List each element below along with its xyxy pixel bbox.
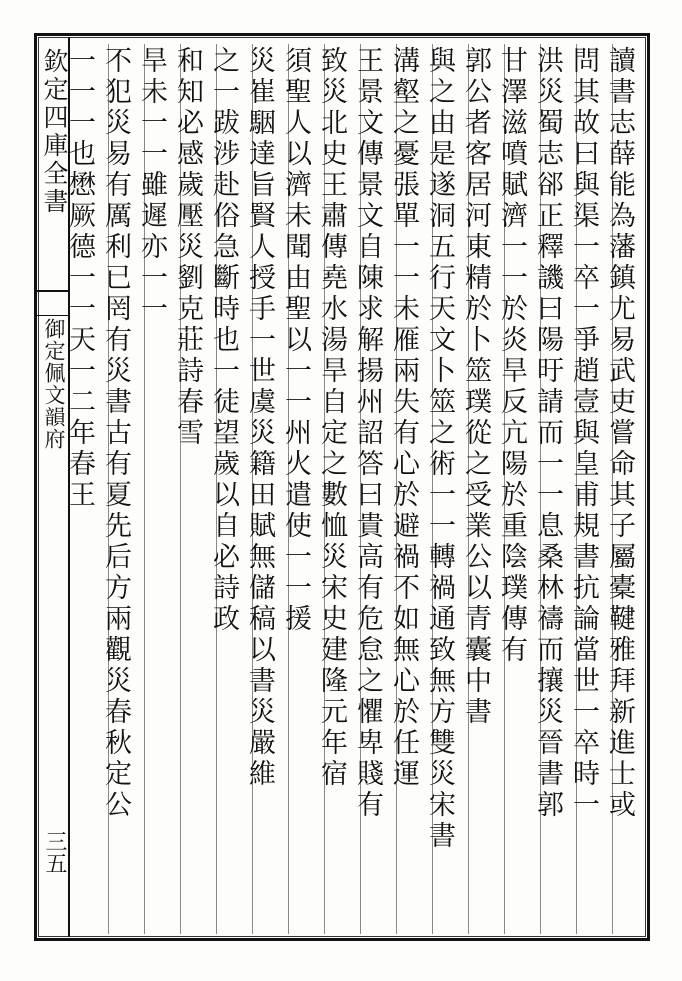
text-column-15: 不犯災易有厲利已罔有災書古有夏先后方兩觀災春秋定公 [108,44,144,934]
text-column-16: 一一一也懋厥德一一天一二年春王 [64,46,95,511]
text-column-7: 溝壑之憂張單一一未雁兩失有心於避禍不如無心於任運 [396,44,432,934]
text-column-8: 王景文傳景文自陳求解揚州詔答曰貴高有危怠之懼卑賤有 [360,44,396,934]
margin-volume-title: 御定佩文韻府 [42,318,66,450]
text-column-6: 與之由是遂洞五行天文卜筮之術一一轉禍通致無方雙災宋書 [432,44,468,934]
text-column-13: 和知必感歲壓災劉克莊詩春雪 [180,44,216,934]
text-column-3: 洪災蜀志郤正釋譏曰陽旴請而一一息桑林禱而攘災晉書郭 [540,44,576,934]
text-column-10: 須聖人以濟未聞由聖以一一州火遣使一一援 [288,44,324,934]
margin-book-title: 欽定四庫全書 [40,48,69,216]
text-column-12: 之一跋涉赴俗急斷時也一徒望歲以自必詩政 [216,44,252,934]
text-column-4: 甘澤滋噴賦濟一一於炎旱反亢陽於重陰璞傳有 [504,44,540,934]
text-column-14: 旱未一一雖遲亦一一 [144,44,180,934]
folio-number: 三五 [42,830,67,874]
text-column-5: 郭公者客居河東精於卜筮璞從之受業公以青囊中書 [468,44,504,934]
text-column-2: 問其故曰與渠一卒一爭趙壹與皇甫規書抗論當世一卒時一 [576,44,612,934]
text-column-11: 災崔駰達旨賢人授手一世虞災籍田賦無儲稿以書災嚴維 [252,44,288,934]
text-column-9: 致災北史王肅傳堯水湯旱自定之數恤災宋史建隆元年宿 [324,44,360,934]
text-column-1: 讀書志薛能為藩鎮尤易武吏嘗命其子屬橐鞬雅拜新進士或 [612,44,648,934]
